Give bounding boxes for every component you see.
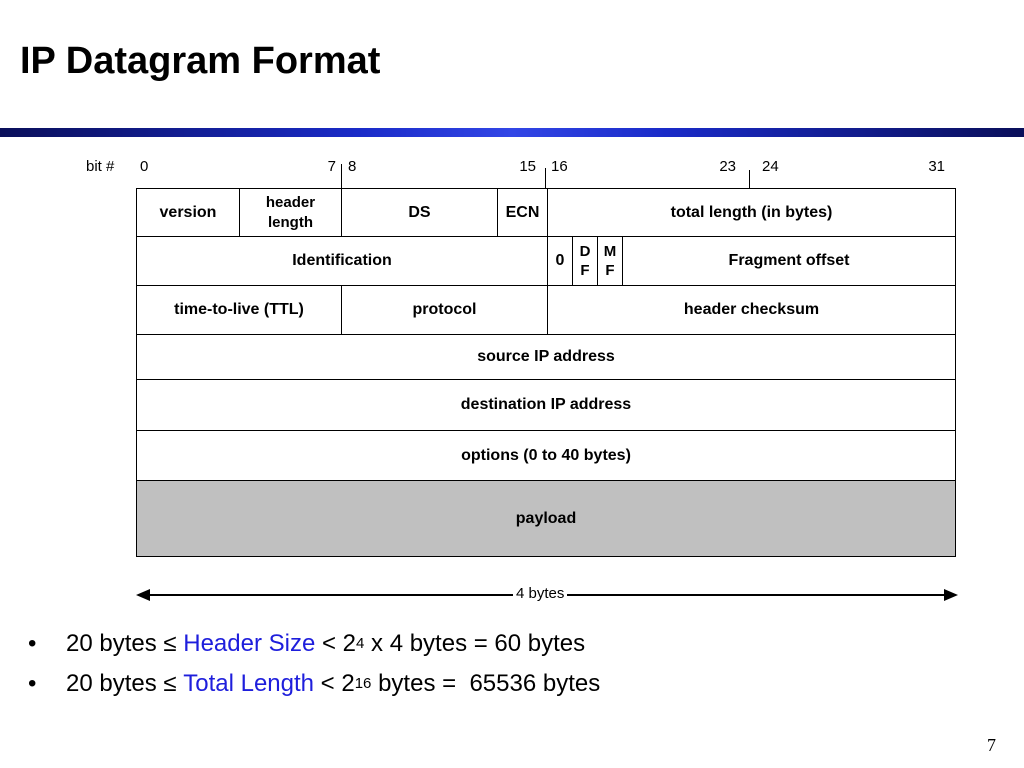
field-header-length-line1: header xyxy=(265,194,316,211)
field-ecn: ECN xyxy=(497,189,547,236)
byte-boundary-tick xyxy=(341,164,342,188)
field-header-length xyxy=(239,189,341,236)
field-df-line1: D xyxy=(579,242,591,260)
field-payload: payload xyxy=(515,509,577,527)
header-row-5 xyxy=(136,379,956,431)
field-header-length-line2: length xyxy=(268,213,313,231)
bullet-highlight: Header Size xyxy=(183,630,316,657)
field-protocol: protocol xyxy=(341,286,547,334)
bullet-dot-icon: • xyxy=(28,670,37,697)
bullet-list xyxy=(28,624,600,704)
field-df-line2: F xyxy=(580,262,590,279)
bullet-dot-icon: • xyxy=(28,630,37,657)
bit-label-0: 0 xyxy=(140,158,149,175)
slide-title: IP Datagram Format xyxy=(20,40,381,82)
field-options: options (0 to 40 bytes) xyxy=(461,446,631,464)
page-number: 7 xyxy=(987,735,996,755)
bit-label-24: 24 xyxy=(762,158,779,175)
field-source-ip: source IP address xyxy=(477,348,615,365)
title-underline-bar xyxy=(0,128,1024,137)
bit-label-8: 8 xyxy=(348,158,357,175)
field-reserved-zero: 0 xyxy=(547,237,572,285)
field-fragment-offset: Fragment offset xyxy=(622,237,955,285)
arrow-left-icon xyxy=(136,589,150,601)
field-identification: Identification xyxy=(292,252,392,269)
bit-label-16: 16 xyxy=(551,158,568,175)
field-mf-line1: M xyxy=(603,242,617,260)
bit-label-15: 15 xyxy=(519,158,536,175)
bullet-item: • 20 bytes ≤ Total Length < 2 16 bytes = 65536 bytes xyxy=(28,670,601,697)
header-row-4 xyxy=(136,334,956,380)
bullet-suffix: x 4 bytes = 60 bytes xyxy=(364,630,586,657)
field-total-length: total length (in bytes) xyxy=(547,189,955,236)
field-mf-line2: F xyxy=(605,262,615,279)
byte-boundary-tick xyxy=(749,170,750,188)
header-row-1 xyxy=(136,188,956,237)
bit-ruler-prefix: bit # xyxy=(86,158,115,175)
bullet-mid: < 2 xyxy=(315,630,357,657)
bullet-highlight: Total Length xyxy=(183,670,315,697)
byte-boundary-tick xyxy=(545,168,546,188)
field-header-checksum: header checksum xyxy=(547,286,955,334)
header-row-3 xyxy=(136,285,956,335)
field-df xyxy=(572,237,597,285)
bullet-prefix: 20 bytes ≤ xyxy=(66,670,184,697)
width-indicator-label: 4 bytes xyxy=(513,586,567,601)
bullet-item: • 20 bytes ≤ Header Size < 2 4 x 4 bytes = 60 bytes xyxy=(28,630,586,657)
bullet-suffix: bytes = 65536 bytes xyxy=(371,670,601,697)
bullet-mid: < 2 xyxy=(314,670,355,697)
header-row-2 xyxy=(136,236,956,286)
header-row-6 xyxy=(136,430,956,481)
bit-label-31: 31 xyxy=(928,158,945,175)
bit-label-7: 7 xyxy=(327,158,336,175)
field-ttl: time-to-live (TTL) xyxy=(174,301,304,318)
field-version: version xyxy=(159,203,217,221)
field-ds: DS xyxy=(341,189,497,236)
bit-label-23: 23 xyxy=(719,158,736,175)
bullet-prefix: 20 bytes ≤ xyxy=(66,630,184,657)
payload-block xyxy=(136,480,956,557)
arrow-right-icon xyxy=(944,589,958,601)
field-destination-ip: destination IP address xyxy=(460,396,632,413)
field-mf xyxy=(597,237,622,285)
